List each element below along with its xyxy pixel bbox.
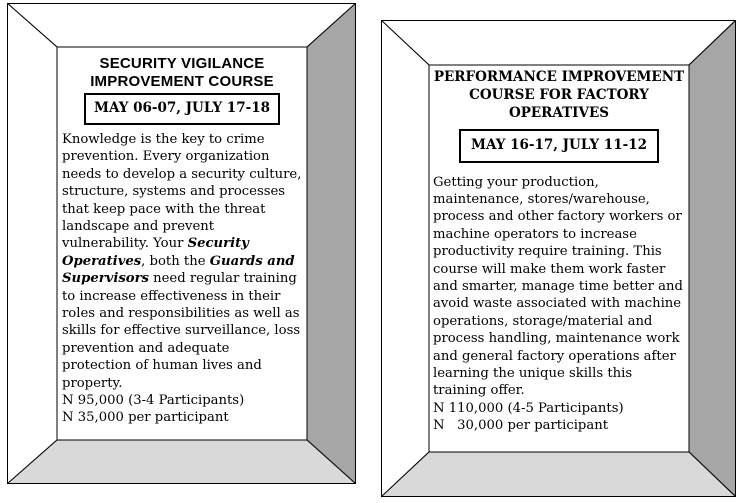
emphasis-security-operatives: Security Operatives bbox=[62, 236, 249, 269]
course-dates: MAY 06-07, JULY 17-18 bbox=[84, 93, 280, 125]
course-dates: MAY 16-17, JULY 11-12 bbox=[459, 129, 659, 163]
title-line: PERFORMANCE IMPROVEMENT bbox=[433, 69, 685, 85]
title-line: SECURITY VIGILANCE bbox=[99, 55, 265, 72]
course-card-security bbox=[7, 3, 356, 484]
card-panel-factory bbox=[429, 65, 689, 452]
course-card-factory bbox=[381, 20, 736, 497]
price-group: N 110,000 (4-5 Participants) bbox=[433, 400, 624, 416]
emphasis-guards-supervisors: Guards and Supervisors bbox=[62, 253, 295, 287]
title-line: COURSE FOR FACTORY bbox=[469, 87, 649, 103]
course-description: Knowledge is the key to crime prevention. Every organization needs to develop a security culture, structure, systems and processes that keep pace with the threat landscape and prevent vulnerability. Your Security Operatives, both the Guards and Supervisors need regular training to increase effectiveness in their roles and responsibilities as well as skills for effective surveillance, loss prevention and adequate protection of human lives and property. bbox=[62, 131, 302, 391]
course-description: Getting your production, maintenance, stores/warehouse, process and other factory workers or machine operators to increase productivity require training. This course will make them work faster and smarter, manage time better and avoid waste associated with machine operations, storage/material and process handling, maintenance work and general factory operations after learning the unique skills this training offer. bbox=[433, 174, 683, 399]
card-panel-security bbox=[57, 47, 307, 440]
price-individual: N 30,000 per participant bbox=[433, 418, 609, 434]
course-title bbox=[62, 55, 302, 90]
title-line: OPERATIVES bbox=[508, 105, 610, 121]
price-group: N 95,000 (3-4 Participants) bbox=[62, 392, 245, 408]
course-title bbox=[433, 68, 685, 122]
title-line: IMPROVEMENT COURSE bbox=[90, 72, 274, 90]
price-individual: N 35,000 per participant bbox=[62, 410, 229, 426]
